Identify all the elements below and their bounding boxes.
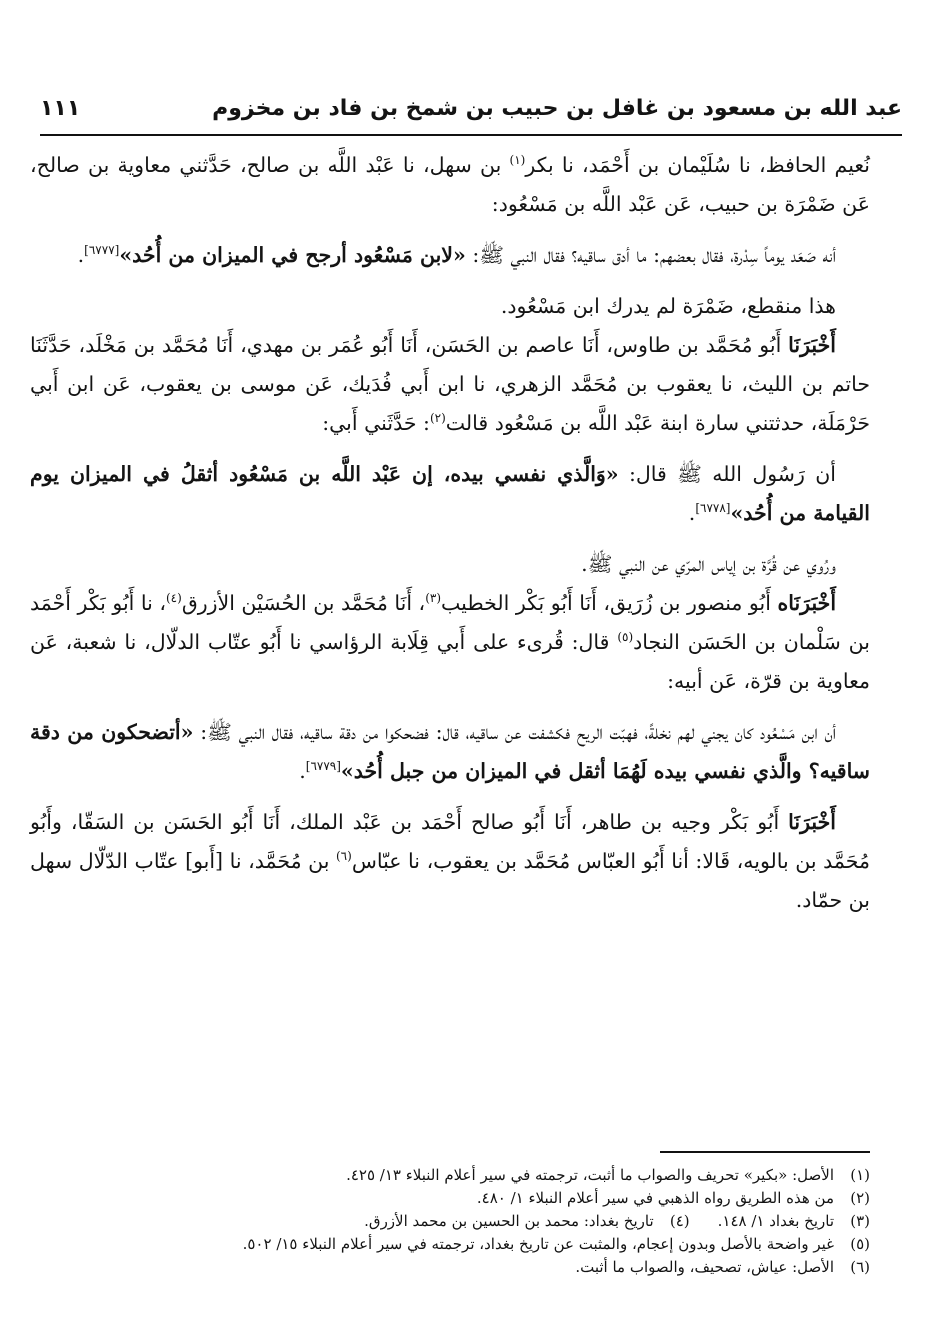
text-run: ، أَنَا مُحَمَّد بن الحُسَيْن الأزرق bbox=[181, 591, 426, 615]
paragraph-comment: هذا منقطع، ضَمْرَة لم يدرك ابن مَسْعُود. bbox=[500, 294, 836, 318]
text-run: : حَدَّثَني أَبي: bbox=[322, 411, 430, 435]
hadith-number: [٦٧٧٨] bbox=[695, 501, 731, 516]
footnote-text: غير واضحة بالأصل وبدون إعجام، والمثبت عن تاريخ بغداد، ترجمته في سير أعلام النبلاء ١٥/ ٥٠٢. bbox=[242, 1235, 834, 1253]
footnote-3-4 bbox=[40, 1210, 870, 1233]
text-run: أَبُو مُحَمَّد بن طاوس، أَنَا عاصم بن الحَسَن، أَنَا أَبُو عُمَر بن مهدي، أَنَا مُحَمَّد بن مَخْلَد، حَدَّثَنَا حاتم بن الليث، نا يعقوب بن مُحَمَّد الزهري، نا ابن أَبي فُدَيك، عَن موسى بن يعقوب، عَن ابن أَبي حَرْمَلَة، حدثتني سارة ابنة عَبْد اللَّه بن مَسْعُود قالت bbox=[30, 333, 870, 435]
footnote-ref: (٥) bbox=[617, 630, 634, 645]
hadith-text: «لابن مَسْعُود أرجح في الميزان من أُحُد» bbox=[119, 243, 466, 267]
text-run: أَبُو منصور بن زُرَيق، أَنَا أَبُو بَكْر الخطيب bbox=[441, 591, 778, 615]
text-run: نُعيم الحافظ، نا سُلَيْمان بن أَحْمَد، نا بكر bbox=[525, 153, 870, 177]
footnote-number: (٥) bbox=[850, 1235, 870, 1253]
paragraph-hadith-2: أن رَسُول الله ﷺ قال: «وَالَّذي نفسي بيده، إن عَبْد اللَّه بن مَسْعُود أثقلُ في الميزان يوم القيامة من أُحُد»[٦٧٧٨]. bbox=[30, 462, 870, 525]
text-run: أنه صَعَد يوماً سِدْرة، فقال بعضهم: ما أدق ساقيه؟ فقال النبي ﷺ: bbox=[465, 243, 836, 267]
paragraph-isnad-1 bbox=[30, 146, 870, 224]
paragraph-isnad-4 bbox=[30, 803, 870, 920]
main-text bbox=[30, 146, 870, 920]
running-title: عبد الله بن مسعود بن غافل بن حبيب بن شمخ بن فاد بن مخزوم bbox=[212, 96, 902, 121]
footnote-number: (٦) bbox=[850, 1258, 870, 1276]
footnote-2 bbox=[40, 1187, 870, 1210]
footnote-ref: (٣) bbox=[425, 591, 442, 606]
footnote-text: الأصل: عياش، تصحيف، والصواب ما أثبت. bbox=[575, 1258, 834, 1276]
text-run: أَبُو بَكْر وجيه بن طاهر، أَنَا أَبُو صالح أَحْمَد بن عَبْد الملك، أَنَا أَبُو الحَسَن بن السَقّا، وأَبُو مُحَمَّد بن بالويه، قَالا: أنا أَبُو العبّاس مُحَمَّد بن يعقوب، نا عبّاس bbox=[30, 810, 870, 873]
hadith-text: «أتضحكون من دقة ساقيه؟ والَّذي نفسي بيده لَهُمَا أثقل في الميزان من جبل أُحُد» bbox=[30, 720, 870, 783]
footnote-ref: (٢) bbox=[429, 411, 446, 426]
hadith-number: [٦٧٧٩] bbox=[305, 759, 341, 774]
footnote-number: (١) bbox=[850, 1166, 870, 1184]
page-header bbox=[40, 92, 902, 136]
text-run: بن مُحَمَّد، نا [أَبو] عتّاب الدّلّال سهل بن حمّاد. bbox=[30, 849, 870, 912]
footnote-text: من هذه الطريق رواه الذهبي في سير أعلام النبلاء ١/ ٤٨٠. bbox=[476, 1189, 834, 1207]
text-run: قال: قُرىء على أَبي قِلَابة الرؤاسي نا أَبُو عتّاب الدلّال، نا شعبة، عَن معاوية بن قرّة، عَن أبيه: bbox=[30, 630, 870, 693]
akhbarana-lead: أَخْبَرَنَاه bbox=[777, 591, 837, 615]
page-number: ١١١ bbox=[40, 96, 81, 121]
text-run: أن رَسُول الله ﷺ قال: bbox=[618, 462, 836, 486]
footnote-text: تاريخ بغداد: محمد بن الحسين بن محمد الأزرق. bbox=[364, 1212, 654, 1230]
footnote-number: (٣) bbox=[850, 1212, 870, 1230]
footnote-separator bbox=[660, 1151, 870, 1153]
hadith-number: [٦٧٧٧] bbox=[84, 243, 120, 258]
footnote-ref: (٤) bbox=[165, 591, 182, 606]
hadith-text: «وَالَّذي نفسي بيده، إن عَبْد اللَّه بن مَسْعُود أثقلُ في الميزان يوم القيامة من أُحُد» bbox=[30, 462, 870, 525]
paragraph-hadith-3: أن ابن مَسْعُود كان يجني لهم نخلةً، فهبّت الريح فكشفت عن ساقيه، قال: فضحكوا من دقة ساقيه، فقال النبي ﷺ: «أتضحكون من دقة ساقيه؟ والَّذي نفسي بيده لَهُمَا أثقل في الميزان من جبل أُحُد»[٦٧٧٩]. bbox=[30, 720, 870, 783]
akhbarana-lead: أَخْبَرَنَا bbox=[788, 333, 836, 357]
text-run: ، نا أَبُو بَكْر أَحْمَد بن سَلْمان بن الحَسَن النجاد bbox=[30, 591, 870, 654]
footnote-6 bbox=[40, 1256, 870, 1279]
paragraph-hadith-1: أنه صَعَد يوماً سِدْرة، فقال بعضهم: ما أدق ساقيه؟ فقال النبي ﷺ: «لابن مَسْعُود أرجح في الميزان من أُحُد»[٦٧٧٧]. bbox=[77, 243, 836, 267]
text-run: أن ابن مَسْعُود كان يجني لهم نخلةً، فهبّت الريح فكشفت عن ساقيه، قال: فضحكوا من دقة ساقيه، فقال النبي ﷺ: bbox=[193, 720, 836, 744]
text-run: بن سهل، نا عَبْد اللَّه بن صالح، حَدَّثني معاوية بن صالح، عَن ضَمْرَة بن حبيب، عَن عَبْد اللَّه بن مَسْعُود: bbox=[30, 153, 870, 216]
paragraph-riwaya: ورُوي عن قُرَّة بن إياس المرّي عن النبي ﷺ. bbox=[581, 552, 836, 576]
footnote-text: تاريخ بغداد ١/ ١٤٨. bbox=[717, 1212, 834, 1230]
footnote-number: (٤) bbox=[669, 1212, 690, 1230]
footnote-number: (٢) bbox=[850, 1189, 870, 1207]
footnote-ref: (٦) bbox=[335, 849, 352, 864]
footnote-1 bbox=[40, 1164, 870, 1187]
footnote-ref: (١) bbox=[509, 153, 526, 168]
footnote-text: الأصل: «بكير» تحريف والصواب ما أثبت، ترجمته في سير أعلام النبلاء ١٣/ ٤٢٥. bbox=[346, 1166, 834, 1184]
paragraph-isnad-3 bbox=[30, 584, 870, 701]
akhbarana-lead: أَخْبَرَنَا bbox=[788, 810, 836, 834]
footnotes bbox=[40, 1164, 870, 1279]
paragraph-isnad-2 bbox=[30, 326, 870, 443]
footnote-5 bbox=[40, 1233, 870, 1256]
